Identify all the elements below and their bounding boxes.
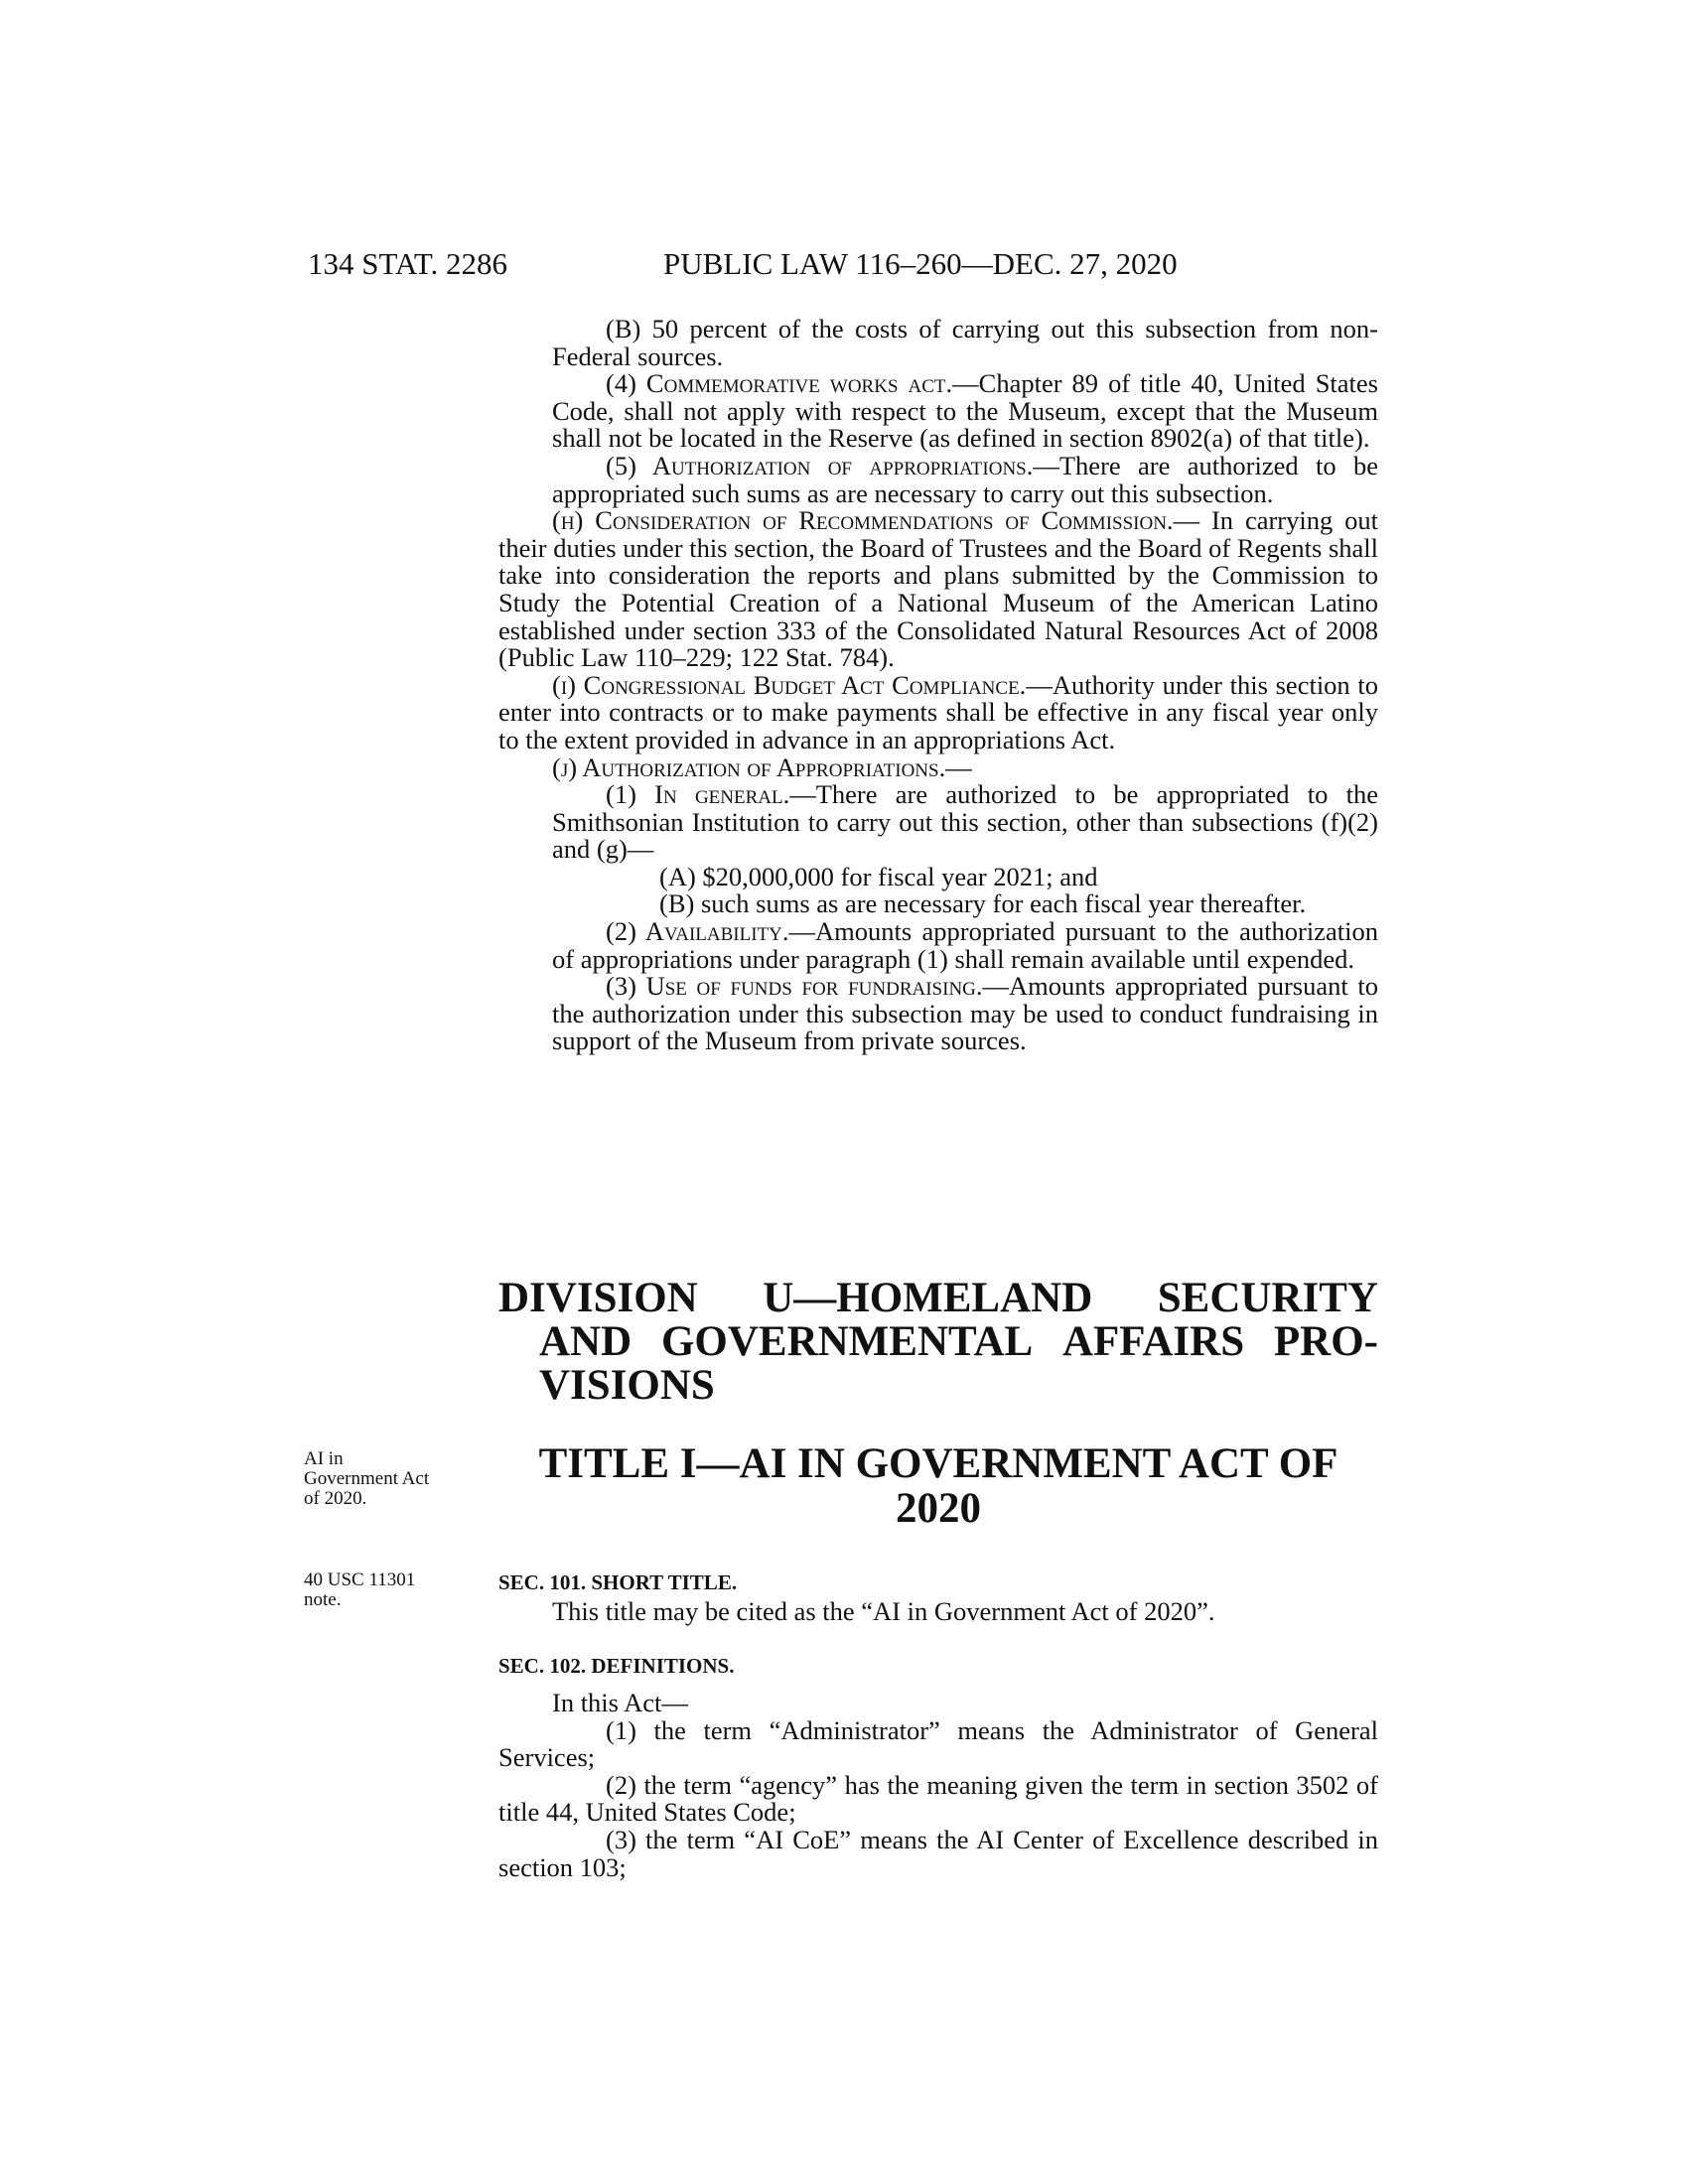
continued-text [498,316,1378,1055]
section-101-text: This title may be cited as the “AI in Government Act of 2020”. [552,1596,1215,1626]
subparagraph-a: (A) $20,000,000 for fiscal year 2021; and [659,861,1098,891]
definition-1: (1) the term “Administrator” means the Administrator of General Services; [498,1714,1378,1773]
section-101-heading: SEC. 101. SHORT TITLE. [498,1570,738,1594]
section-102-heading: SEC. 102. DEFINITIONS. [498,1654,735,1678]
subsection-i: (i) Congressional Budget Act Compliance.—Authority under this section to enter into contracts or to make payments shall be effective in any fiscal year only to the extent provided in advance in an appropriations Act. [498,669,1378,754]
paragraph-b: (B) 50 percent of the costs of carrying out this subsection from non-Federal sources. [552,314,1378,371]
paragraph-4: (4) Commemorative works act.—Chapter 89 of title 40, United States Code, shall not apply with respect to the Museum, except that the Museum shall not be located in the Reserve (as defined in section 8902(a) of that title). [552,368,1378,454]
paragraph-5: (5) Authorization of appropriations.—There are authorized to be appropriated such sums as are necessary to carry out this subsection. [552,450,1378,508]
subsection-h: (h) Consideration of Recommendations of Commission.— In carrying out their duties under this section, the Board of Trustees and the Board of Regents shall take into consideration the reports and plans submitted by the Commission to Study the Potential Creation of a National Museum of the American Latino established under section 333 of the Consolidated Natural Resources Act of 2008 (Public Law 110–229; 122 Stat. 784). [498,505,1378,673]
public-law-citation: PUBLIC LAW 116–260—DEC. 27, 2020 [663,246,1178,281]
definition-2: (2) the term “agency” has the meaning given the term in section 3502 of title 44, United States Code; [498,1769,1378,1828]
statute-page-number: 134 STAT. 2286 [308,246,508,281]
running-header [0,246,1688,286]
subparagraph-b: (B) such sums as are necessary for each fiscal year thereafter. [659,888,1307,919]
paragraph-j1: (1) In general.—There are authorized to be appropriated to the Smithsonian Institution to carry out this section, other than subsections (f)(2) and (g)— [552,779,1378,865]
title-heading: TITLE I—AI IN GOVERNMENT ACT OF 2020 [538,1440,1338,1532]
paragraph-j2: (2) Availability.—Amounts appropriated pursuant to the authorization of appropriations under paragraph (1) shall remain available until expended. [552,916,1378,974]
division-heading: DIVISION U—HOMELAND SECURITY AND GOVERNMENTAL AFFAIRS PRO- VISIONS [498,1275,1378,1409]
section-102-text [498,1690,1378,1881]
margin-note-short-title: AI in Government Act of 2020. [304,1448,430,1509]
definition-3: (3) the term “AI CoE” means the AI Center of Excellence described in section 103; [498,1824,1378,1882]
definitions-intro: In this Act— [552,1688,688,1717]
subsection-j: (j) Authorization of Appropriations.— [552,751,972,782]
margin-note-usc: 40 USC 11301 note. [304,1570,416,1610]
paragraph-j3: (3) Use of funds for fundraising.—Amounts appropriated pursuant to the authorization under this subsection may be used to conduct fundraising in support of the Museum from private sources. [552,971,1379,1056]
